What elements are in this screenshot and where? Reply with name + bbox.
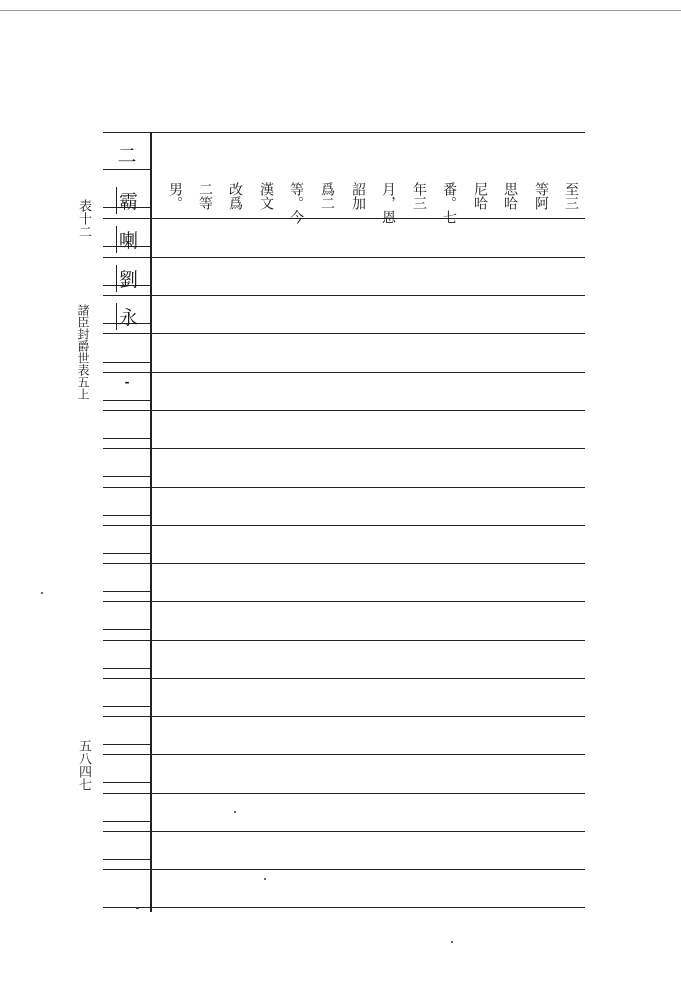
row-rule bbox=[103, 295, 585, 296]
left-cell-1: 二 bbox=[117, 145, 137, 167]
row-rule bbox=[103, 132, 585, 133]
row-rule bbox=[103, 591, 151, 592]
note-line-2: 等阿 bbox=[533, 182, 549, 210]
row-rule bbox=[103, 333, 585, 334]
row-rule bbox=[103, 859, 151, 860]
scan-speck bbox=[41, 592, 43, 594]
scan-speck bbox=[136, 907, 139, 909]
left-cell-2: 霸 bbox=[103, 187, 151, 214]
row-rule bbox=[103, 821, 151, 822]
left-cell-4: 劉 bbox=[103, 265, 151, 292]
note-line-9: 爲二 bbox=[319, 182, 335, 210]
row-rule bbox=[103, 716, 585, 717]
scan-speck bbox=[264, 878, 266, 880]
row-rule bbox=[103, 553, 151, 554]
note-line-14: 男。 bbox=[167, 182, 183, 210]
note-line-7: 月，恩 bbox=[380, 182, 396, 224]
register-table bbox=[103, 132, 585, 912]
note-line-10: 等。今 bbox=[288, 182, 304, 224]
row-rule bbox=[103, 563, 585, 564]
row-rule bbox=[103, 372, 585, 373]
scan-speck bbox=[451, 941, 453, 943]
note-line-11: 漢文 bbox=[258, 182, 274, 210]
row-rule bbox=[103, 678, 585, 679]
note-line-3: 思哈 bbox=[502, 182, 518, 210]
row-rule bbox=[103, 640, 585, 641]
row-rule bbox=[103, 869, 585, 870]
row-rule bbox=[103, 907, 585, 908]
row-rule bbox=[103, 257, 585, 258]
scan-speck bbox=[234, 811, 236, 813]
note-line-6: 年三 bbox=[411, 182, 427, 210]
row-rule bbox=[103, 668, 151, 669]
note-line-12: 改爲 bbox=[227, 182, 243, 210]
row-rule bbox=[103, 601, 585, 602]
note-line-8: 詔加 bbox=[350, 182, 366, 210]
row-rule bbox=[103, 487, 585, 488]
left-cell-5: 永 bbox=[103, 303, 151, 330]
left-cell-6: - bbox=[124, 375, 130, 389]
row-rule bbox=[103, 793, 585, 794]
left-cell-3: 喇 bbox=[103, 226, 151, 253]
row-rule bbox=[103, 744, 151, 745]
row-rule bbox=[103, 782, 151, 783]
row-rule bbox=[103, 831, 585, 832]
note-line-4: 尼哈 bbox=[472, 182, 488, 210]
row-rule bbox=[103, 629, 151, 630]
row-rule bbox=[103, 400, 151, 401]
note-line-13: 二等 bbox=[197, 182, 213, 210]
note-line-5: 番。七 bbox=[441, 182, 457, 224]
row-rule bbox=[103, 362, 151, 363]
row-rule bbox=[103, 525, 585, 526]
row-rule bbox=[103, 169, 151, 170]
row-rule bbox=[103, 218, 585, 219]
note-line-1: 至三 bbox=[563, 182, 579, 210]
row-rule bbox=[103, 448, 585, 449]
margin-table-name: 表十二 bbox=[76, 198, 91, 238]
row-rule bbox=[103, 706, 151, 707]
margin-section-title: 諸臣封爵世表五上 bbox=[76, 304, 90, 400]
row-rule bbox=[103, 754, 585, 755]
row-rule bbox=[103, 410, 585, 411]
row-rule bbox=[103, 515, 151, 516]
top-border bbox=[0, 10, 681, 11]
row-rule bbox=[103, 438, 151, 439]
margin-page-number: 五八四七 bbox=[76, 739, 91, 791]
row-rule bbox=[103, 476, 151, 477]
